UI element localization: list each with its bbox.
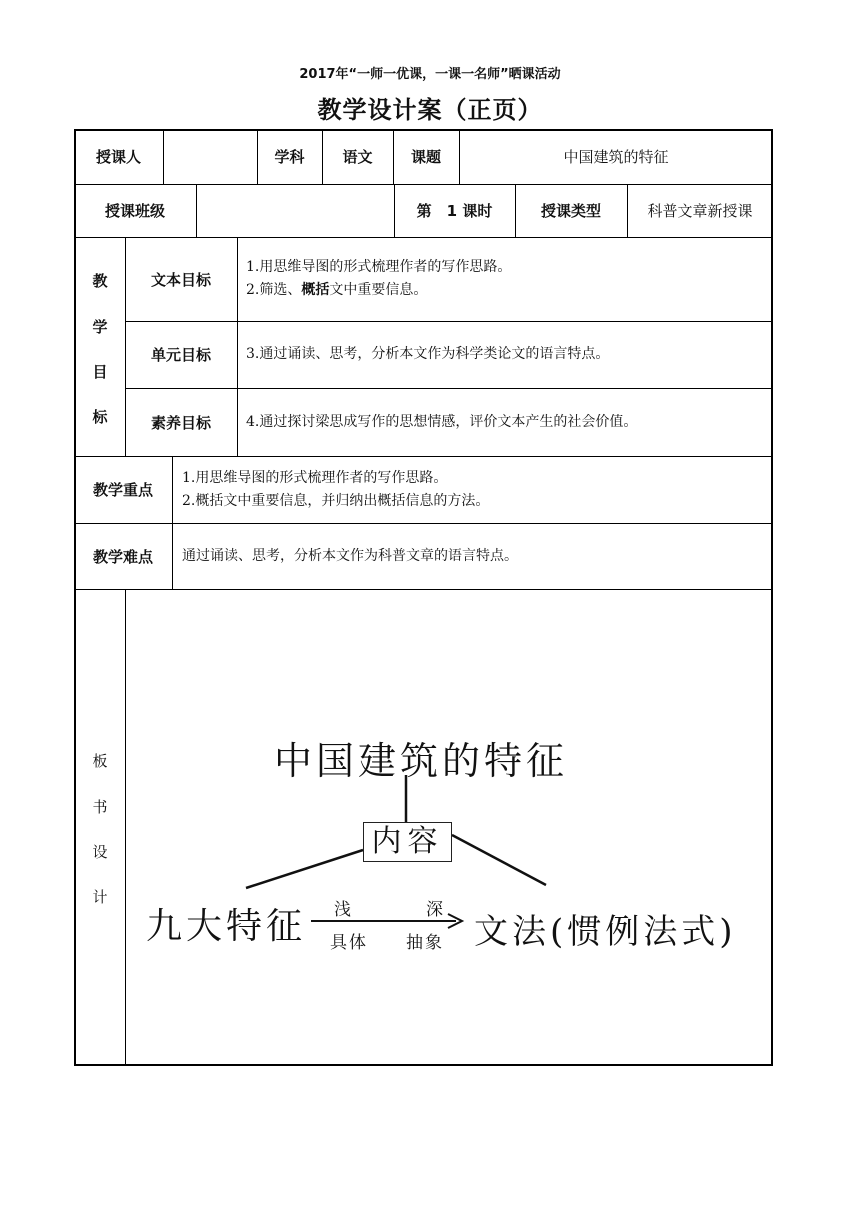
key-points-line1: 1.用思维导图的形式梳理作者的写作思路。 xyxy=(182,470,448,486)
class-value xyxy=(196,184,394,237)
col-divider xyxy=(172,456,173,589)
col-divider xyxy=(237,237,238,456)
teacher-value xyxy=(163,129,257,184)
type-value: 科普文章新授课 xyxy=(647,202,753,220)
objectives-group-char: 学 xyxy=(92,318,108,336)
board-arrow-label: 具体 xyxy=(330,933,368,953)
class-label: 授课班级 xyxy=(104,202,165,220)
unit-objective-label: 单元目标 xyxy=(150,346,211,364)
text-objective-line1: 1.用思维导图的形式梳理作者的写作思路。 xyxy=(246,259,512,275)
board-arrow-label: 深 xyxy=(426,900,443,920)
objectives-group-char: 目 xyxy=(92,363,108,381)
board-group-char: 设 xyxy=(92,843,108,861)
text-objective-label: 文本目标 xyxy=(150,270,211,289)
board-group-char: 板 xyxy=(92,752,108,770)
unit-objective-value: 3.通过诵读、思考，分析本文作为科学类论文的语言特点。 xyxy=(246,346,610,362)
difficulty-value: 通过诵读、思考，分析本文作为科普文章的语言特点。 xyxy=(182,548,518,564)
difficulty-label: 教学难点 xyxy=(92,547,153,566)
teacher-label: 授课人 xyxy=(95,148,141,166)
page-title: 教学设计案（正页） xyxy=(317,96,543,124)
board-content-box: 内容 xyxy=(363,822,452,862)
board-left-node: 九大特征 xyxy=(146,906,307,947)
period-label: 第 1 课时 xyxy=(416,202,493,220)
row-divider xyxy=(74,523,773,524)
type-label: 授课类型 xyxy=(540,202,601,220)
board-right-node: 文法(惯例法式) xyxy=(474,912,737,952)
key-points-line2: 2.概括文中重要信息，并归纳出概括信息的方法。 xyxy=(182,493,490,509)
activity-subtitle: 2017年“一师一优课，一课一名师”晒课活动 xyxy=(299,67,561,82)
row-divider xyxy=(74,456,773,457)
objectives-group-char: 标 xyxy=(92,408,108,426)
board-group-char: 计 xyxy=(92,888,108,906)
key-points-label: 教学重点 xyxy=(92,481,153,499)
literacy-objective-label: 素养目标 xyxy=(150,413,211,432)
subject-label: 学科 xyxy=(274,148,305,166)
literacy-objective-value: 4.通过探讨梁思成写作的思想情感，评价文本产生的社会价值。 xyxy=(246,414,638,430)
board-diagram xyxy=(126,590,772,1065)
text-objective-line2: 2.筛选、概括文中重要信息。 xyxy=(246,282,428,298)
topic-label: 课题 xyxy=(410,148,441,166)
topic-value: 中国建筑的特征 xyxy=(563,148,669,166)
subject-value: 语文 xyxy=(342,148,373,166)
board-title: 中国建筑的特征 xyxy=(274,739,569,783)
board-arrow-label: 抽象 xyxy=(406,933,444,953)
board-arrow-label: 浅 xyxy=(334,900,351,920)
board-group-char: 书 xyxy=(92,798,108,816)
objectives-group-char: 教 xyxy=(92,272,108,290)
